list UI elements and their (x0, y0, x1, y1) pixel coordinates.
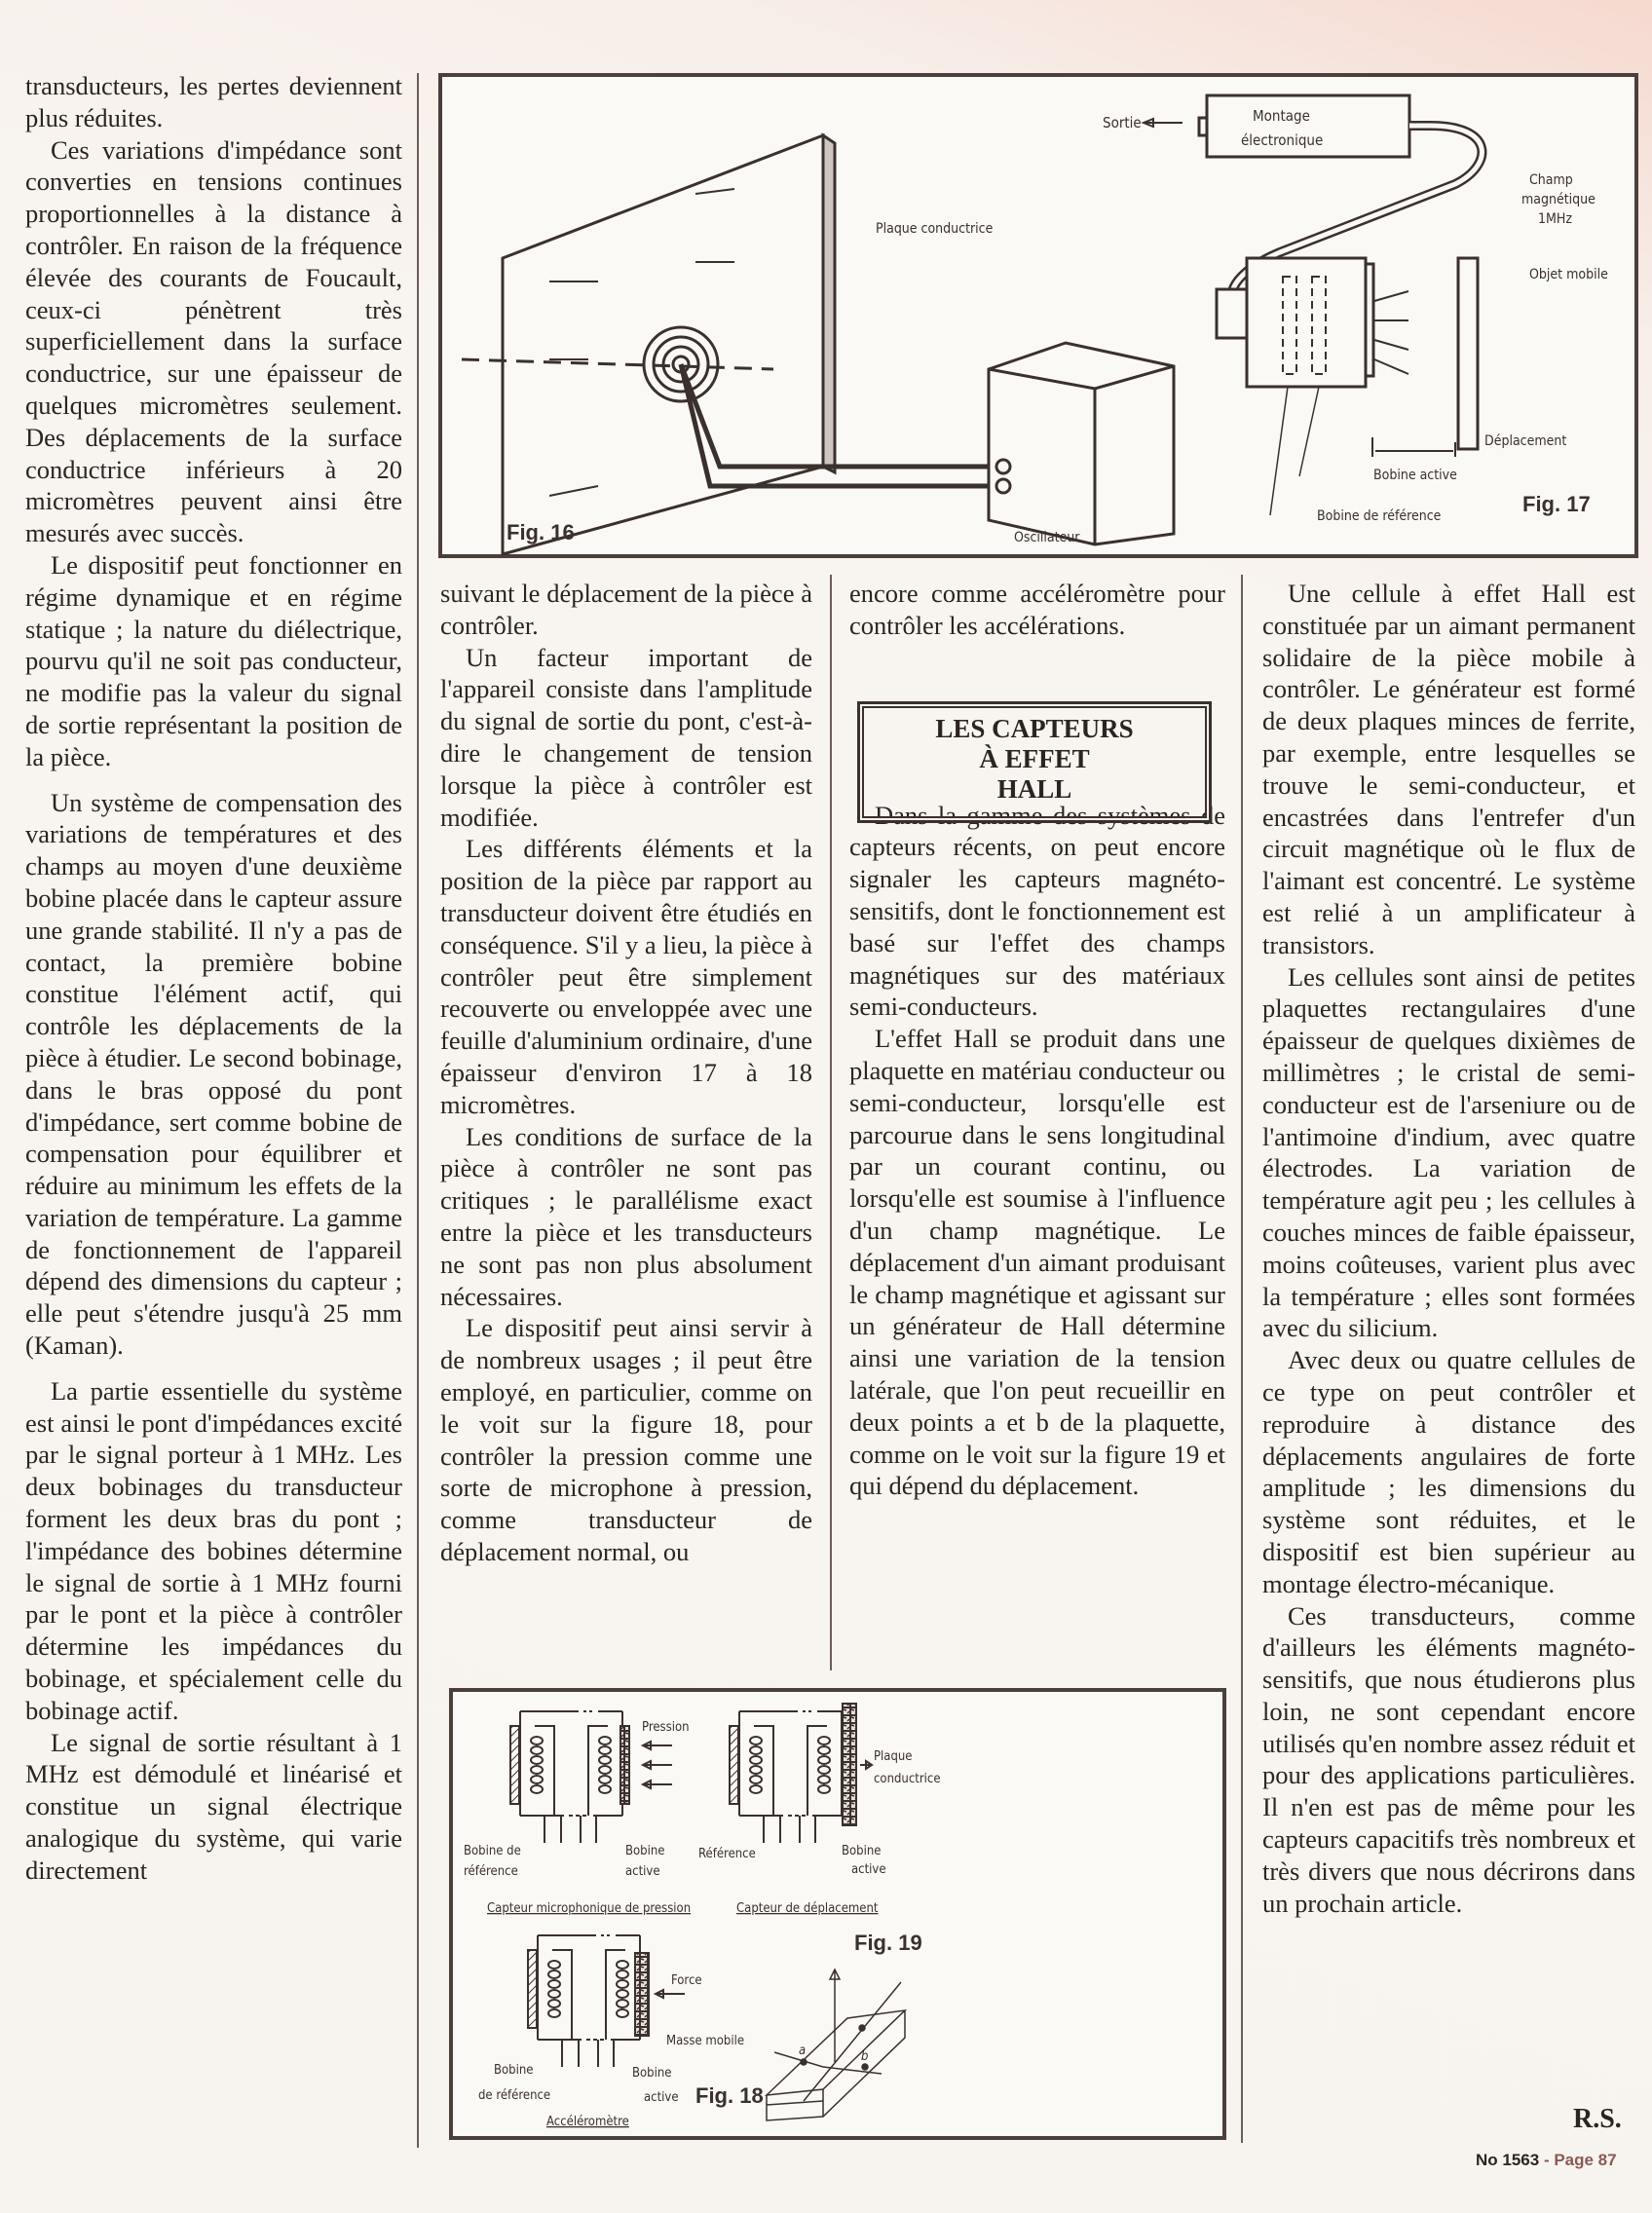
displacement-sensor-coils (730, 1711, 842, 1843)
author-signature: R.S. (1573, 2104, 1622, 2134)
paragraph: Un système de compensation des variations de températures et des champs au moyen d'une deuxième bobine placée dans le capteur assure une grande stabilité. Il n'y a pas de contact, la première bobine constitue l'élément actif, qui contrôle les déplacements de la pièce à étudier. Le second bobinage, dans le bras opposé du pont d'impédance, sert comme bobine de compensation pour équilibrer et réduire au minimum les effets de la variation de température. La gamme de fonctionnement de l'appareil dépend des dimensions du capteur ; elle peut s'étendre jusqu'à 25 mm (Kaman). (25, 787, 402, 1361)
conductrice-label: conductrice (874, 1772, 941, 1786)
paragraph: transducteurs, les pertes deviennent plus réduites. (25, 71, 402, 132)
champ-label-3: 1MHz (1538, 211, 1572, 227)
de-reference-label: de référence (478, 2088, 551, 2103)
active-label: active (625, 1864, 660, 1879)
paragraph: Avec deux ou quatre cellules de ce type on peut contrôler et reproduire à distance des déplacements angulaires de forte amplitude ; les dimensions du système sont réduites, et le dispositif est bien supérieur au montage électro-mécanique. (1262, 1345, 1635, 1598)
paragraph: Le dispositif peut ainsi servir à de nombreux usages ; il peut être employé, en particulier, comme on le voit sur la figure 18, pour contrôler la pression comme une sorte de microphone à pression, comme transducteur de déplacement normal, ou (440, 1313, 812, 1566)
pressure-arrows (643, 1742, 672, 1788)
column-divider (830, 575, 832, 1670)
paragraph: suivant le déplacement de la pièce à contrôler. (440, 579, 812, 640)
champ-label-1: Champ (1529, 172, 1573, 188)
column-2 (440, 578, 812, 1568)
active-label: active (851, 1862, 886, 1877)
section-heading-line: LES CAPTEURS (935, 714, 1134, 743)
fig-18-label: Fig. 18 (695, 2083, 764, 2108)
capteur-micro-label: Capteur microphonique de pression (487, 1901, 692, 1916)
pressure-sensor-coils (510, 1711, 622, 1843)
objet-mobile-label: Objet mobile (1529, 267, 1608, 282)
bobine-label: Bobine (494, 2063, 534, 2078)
paragraph: Les conditions de surface de la pièce à contrôler ne sont pas critiques ; le parallélisme exact entre la pièce et les transducteurs ne sont pas non plus absolument nécessaires. (440, 1121, 812, 1311)
bobine-label: Bobine (625, 1844, 665, 1858)
fig-16-label: Fig. 16 (507, 520, 575, 544)
point-a-label: a (799, 2044, 807, 2058)
paragraph: Le signal de sortie résultant à 1 MHz est démodulé et linéarisé et constitue un signal électrique analogique du système, qui varie directement (25, 1727, 402, 1885)
deplacement-label: Déplacement (1484, 433, 1567, 449)
reference-cap-label: Référence (698, 1847, 756, 1861)
accelerometer-coils (528, 1935, 640, 2067)
paragraph: Un facteur important de l'appareil consiste dans l'amplitude du signal de sortie du pont, c'est-à-dire le changement de tension lorsque la pièce à contrôler est modifiée. (440, 642, 812, 832)
displacement-arrow (860, 1761, 872, 1769)
paragraph: Ces transducteurs, comme d'ailleurs les éléments magnéto-sensitifs, que nous étudierons plus loin, ne sont cependant encore utilisés qu'en nombre assez réduit et pour des applications particulières. Il n'en est pas de même pour les capteurs capacitifs très nombreux et très divers que nous décrirons dans un prochain article. (1262, 1600, 1635, 1918)
fig-19-label: Fig. 19 (854, 1931, 922, 1955)
column-divider (1241, 575, 1243, 2143)
reference-label: référence (464, 1864, 518, 1879)
bobine-label: Bobine (632, 2066, 672, 2081)
column-1 (25, 70, 402, 1887)
plaque-conductrice-label: Plaque conductrice (876, 221, 994, 237)
figure-16-17 (438, 73, 1638, 558)
oscillateur-label: Oscillateur (1014, 530, 1080, 545)
sortie-label: Sortie (1103, 114, 1142, 131)
conductive-plate (843, 1704, 856, 1825)
conductive-plate-drawing (462, 135, 1002, 554)
paragraph: Les cellules sont ainsi de petites plaquettes rectangulaires d'une épaisseur de quelques dixièmes de millimètres ; le cristal de semi-conducteur est de l'arseniure ou de l'antimoine d'indium, avec quatre électrodes. La variation de température agit peu ; les cellules à couches minces de faible épaisseur, moins coûteuses, varient plus avec la température ; elles sont formées avec du silicium. (1262, 961, 1635, 1343)
paragraph: Dans la gamme des systèmes de capteurs récents, on peut encore signaler les capteurs magnéto-sensitifs, dont le fonctionnement est basé sur l'effet des champs magnétiques sur des matériaux semi-conducteurs. (849, 800, 1225, 1022)
paragraph: Les différents éléments et la position de la pièce par rapport au transducteur doivent être étudiés en conséquence. S'il y a lieu, la pièce à contrôler peut être simplement recouverte ou enveloppée avec une feuille d'aluminium ordinaire, d'une épaisseur d'environ 17 à 18 micromètres. (440, 834, 812, 1119)
column-4 (1262, 578, 1635, 1919)
figure-18-19 (449, 1688, 1226, 2140)
section-heading-line: À EFFET (979, 744, 1090, 773)
active-label: active (644, 2090, 679, 2105)
capteur-depl-label: Capteur de déplacement (736, 1901, 879, 1916)
montage-label-line1: Montage (1253, 107, 1310, 125)
paragraph: La partie essentielle du système est ainsi le pont d'impédances excité par le signal porteur à 1 MHz. Les deux bobinages du transducteur forment les deux bras du pont ; l'impédance des bobines détermine le signal de sortie à 1 MHz fourni par le pont et la pièce à contrôler détermine les impédances du bobinage, et spécialement celle du bobinage actif. (25, 1375, 402, 1725)
point-b-label: b (861, 2049, 869, 2064)
pressure-plate (620, 1726, 629, 1804)
force-arrow (656, 1990, 685, 1998)
fig-17-label: Fig. 17 (1522, 492, 1591, 516)
force-label: Force (671, 1973, 702, 1988)
oscillator-box-drawing (989, 343, 1174, 544)
masse-mobile-label: Masse mobile (666, 2034, 745, 2048)
section-heading-line: HALL (996, 774, 1072, 804)
accelerometre-label: Accéléromètre (546, 2115, 629, 2129)
paragraph: L'effet Hall se produit dans une plaquette en matériau conducteur ou semi-conducteur, lorsqu'elle est parcourue dans le sens longitudinal par un courant continu, ou lorsqu'elle est soumise à l'influence d'un champ magnétique. Le déplacement d'un aimant produisant le champ magnétique et agissant sur un générateur de Hall détermine ainsi une variation de la tension latérale, que l'on peut recueillir en deux points a et b de la plaquette, comme on le voit sur la figure 19 et qui dépend du déplacement. (849, 1024, 1225, 1501)
paragraph: encore comme accéléromètre pour contrôler les accélérations. (849, 579, 1225, 640)
mobile-mass (635, 1953, 649, 2036)
paragraph: Une cellule à effet Hall est constituée par un aimant permanent solidaire de la pièce mobile à contrôler. Le générateur est formé de deux plaques minces de ferrite, par exemple, entre lesquelles se trouve le semi-conducteur, et encastrées dans l'entrefer d'un circuit magnétique où le flux de l'aimant est concentré. Le système est relié à un amplificateur à transistors. (1262, 579, 1635, 959)
column-divider (417, 73, 419, 2148)
hall-plate-drawing (767, 1969, 905, 2120)
issue-number: No 1563 (1476, 2151, 1540, 2169)
page-footer (1476, 2151, 1617, 2170)
champ-label-2: magnétique (1521, 192, 1596, 207)
plaque-label: Plaque (874, 1749, 913, 1764)
bobine-de-label: Bobine de (464, 1844, 521, 1858)
bobine-reference-label: Bobine de référence (1317, 508, 1442, 524)
montage-label-line2: électronique (1241, 131, 1324, 149)
pression-label: Pression (642, 1720, 690, 1735)
bobine-active-label: Bobine active (1373, 468, 1457, 483)
paragraph: Le dispositif peut fonctionner en régime dynamique et en régime statique ; la nature du diélectrique, pourvu qu'il ne soit pas conducteur, ne modifie pas la valeur du signal de sortie représentant la position de la pièce. (25, 549, 402, 771)
page-number: - Page 87 (1543, 2151, 1617, 2169)
bobine-label: Bobine (842, 1844, 882, 1858)
section-heading-box (857, 701, 1212, 823)
paragraph: Ces variations d'impédance sont converties en tensions continues proportionnelles à la distance à contrôler. En raison de la fréquence élevée des courants de Foucault, ceux-ci pénètrent très superficiellement dans la surface conductrice, sur une épaisseur de quelques micromètres seulement. Des déplacements de la surface conductrice inférieurs à 20 micromètres peuvent ainsi être mesurés avec succès. (25, 134, 402, 548)
